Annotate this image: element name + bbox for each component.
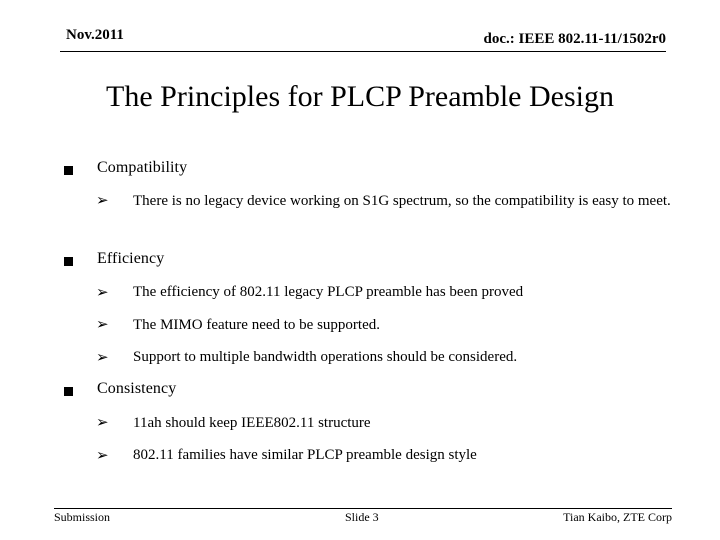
footer-author: Tian Kaibo, ZTE Corp (563, 510, 672, 524)
footer-divider (54, 508, 672, 509)
arrow-bullet-icon: ➢ (96, 285, 109, 301)
arrow-bullet-icon: ➢ (96, 317, 109, 333)
sub-bullet: Support to multiple bandwidth operations should be considered. (133, 349, 518, 365)
sub-bullet: The MIMO feature need to be supported. (133, 317, 381, 333)
bullet-compatibility: Compatibility (97, 159, 188, 176)
square-bullet-icon (64, 163, 78, 177)
header-divider (60, 51, 666, 52)
arrow-bullet-icon: ➢ (96, 415, 109, 431)
sub-bullet: There is no legacy device working on S1G spectrum, so the compatibility is easy to meet. (133, 193, 671, 209)
bullet-efficiency: Efficiency (97, 250, 165, 267)
square-bullet-icon (64, 384, 78, 398)
sub-bullet: 11ah should keep IEEE802.11 structure (133, 415, 371, 431)
bullet-consistency: Consistency (97, 380, 177, 397)
footer-submission: Submission (54, 510, 111, 524)
header-date: Nov.2011 (66, 27, 124, 43)
arrow-bullet-icon: ➢ (96, 350, 109, 366)
square-bullet-icon (64, 254, 78, 268)
arrow-bullet-icon: ➢ (96, 448, 109, 464)
slide-number: Slide 3 (345, 510, 379, 524)
arrow-bullet-icon: ➢ (96, 193, 109, 209)
sub-bullet: The efficiency of 802.11 legacy PLCP preamble has been proved (133, 284, 524, 300)
sub-bullet: 802.11 families have similar PLCP preamble design style (133, 447, 477, 463)
header-doc-id: doc.: IEEE 802.11-11/1502r0 (483, 31, 666, 47)
slide-title: The Principles for PLCP Preamble Design (106, 80, 614, 113)
